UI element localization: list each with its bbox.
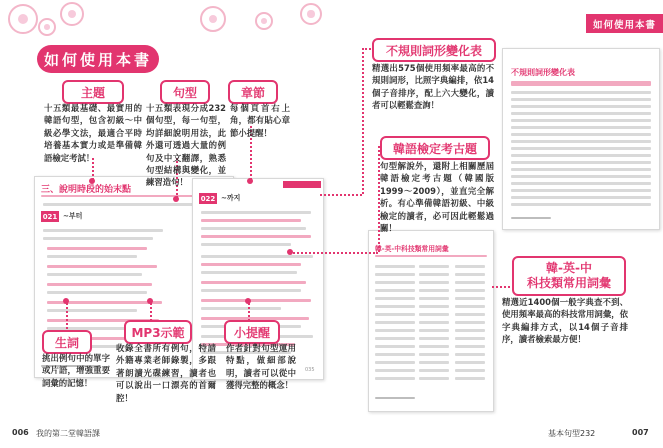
page-number: 035: [305, 367, 315, 373]
exam-description: 句型解說外，還附上相關歷屆韓語檢定考古題（韓國版1999～2009），並直完全解析。有心準備韓語初級、中級檢定的讀者，必可因此輕鬆過關！: [380, 161, 494, 234]
tech-label-line2: 科技類常用詞彙: [526, 276, 611, 290]
pattern-description: 十五類表現分成232個句型，每一句型，均詳細說明用法，此外還可透過大量的例句及中文翻譯，熟悉句型結構與變化，並練習造句！: [146, 103, 226, 188]
gear-decoration: [60, 2, 84, 26]
chapter-tab: [283, 181, 321, 188]
tech-label-line1: 韓-英-中: [546, 261, 592, 275]
tech-label: [512, 256, 626, 296]
irregular-label: 不規則詞形變化表: [372, 38, 496, 62]
tech-vocab-page: [368, 230, 494, 412]
mp3-label: MP3示範: [124, 320, 192, 344]
gear-decoration: [200, 6, 226, 32]
topic-label: 主題: [62, 80, 124, 104]
footer-left-title: 我的第二堂韓語課: [36, 429, 100, 438]
vocab-description: 挑出例句中的單字或片語，增強重要詞彙的記憶！: [42, 353, 110, 388]
footer-right-page: 007: [632, 428, 649, 437]
pattern-code: 021: [42, 212, 58, 221]
tip-description: 作者針對句型運用特點，做細部說明，讀者可以從中獲得完整的概念！: [226, 343, 296, 391]
thumb-heading: 韓-英-中科技類常用詞彙: [375, 245, 449, 253]
page-title: 如何使用本書: [37, 45, 159, 73]
pattern-label: 句型: [160, 80, 210, 104]
footer-right-title: 基本句型232: [548, 429, 596, 438]
gear-decoration: [255, 12, 273, 30]
mp3-description: 收錄全書所有例句，特請外籍專業老師錄製，多跟著朗讀光碟練習，讀者也可以說出一口漂亮的首爾腔！: [116, 343, 216, 403]
chapter-label: 章節: [228, 80, 278, 104]
pattern-name: ~부터: [63, 212, 83, 220]
gear-decoration: [38, 18, 56, 36]
thumb-heading: 三、說明時段的始末點: [41, 185, 132, 195]
vocab-label: 生詞: [42, 330, 92, 354]
irregular-table-page: [502, 48, 660, 230]
tech-description: 精選近1400個一般字典查不到、使用頻率最高的科技常用詞彙，依字典編排方式，以14個子音排序，讀者檢索最方便！: [502, 297, 628, 345]
pattern-code: 022: [200, 194, 216, 203]
section-badge: 如何使用本書: [586, 14, 663, 33]
thumb-heading: 不規則詞形變化表: [511, 68, 575, 77]
topic-description: 十五類最基礎、最實用的韓語句型，包含初級～中級必學文法，最適合平時培養基本實力或是準備韓語檢定考試！: [44, 103, 142, 163]
gear-decoration: [300, 3, 322, 25]
tip-label: 小提醒: [224, 320, 280, 344]
irregular-description: 精選出575個使用頻率最高的不規則詞形，比照字典編排，依14個子音排序，配上六大變化，讀者可以輕鬆查詢！: [372, 63, 494, 111]
chapter-description: 每個頁首右上角，都有貼心章節小提醒！: [230, 103, 290, 138]
exam-label: 韓語檢定考古題: [380, 136, 490, 160]
pattern-name: ~까지: [221, 194, 241, 202]
gear-decoration: [8, 4, 38, 34]
footer-left-page: 006: [12, 428, 29, 437]
